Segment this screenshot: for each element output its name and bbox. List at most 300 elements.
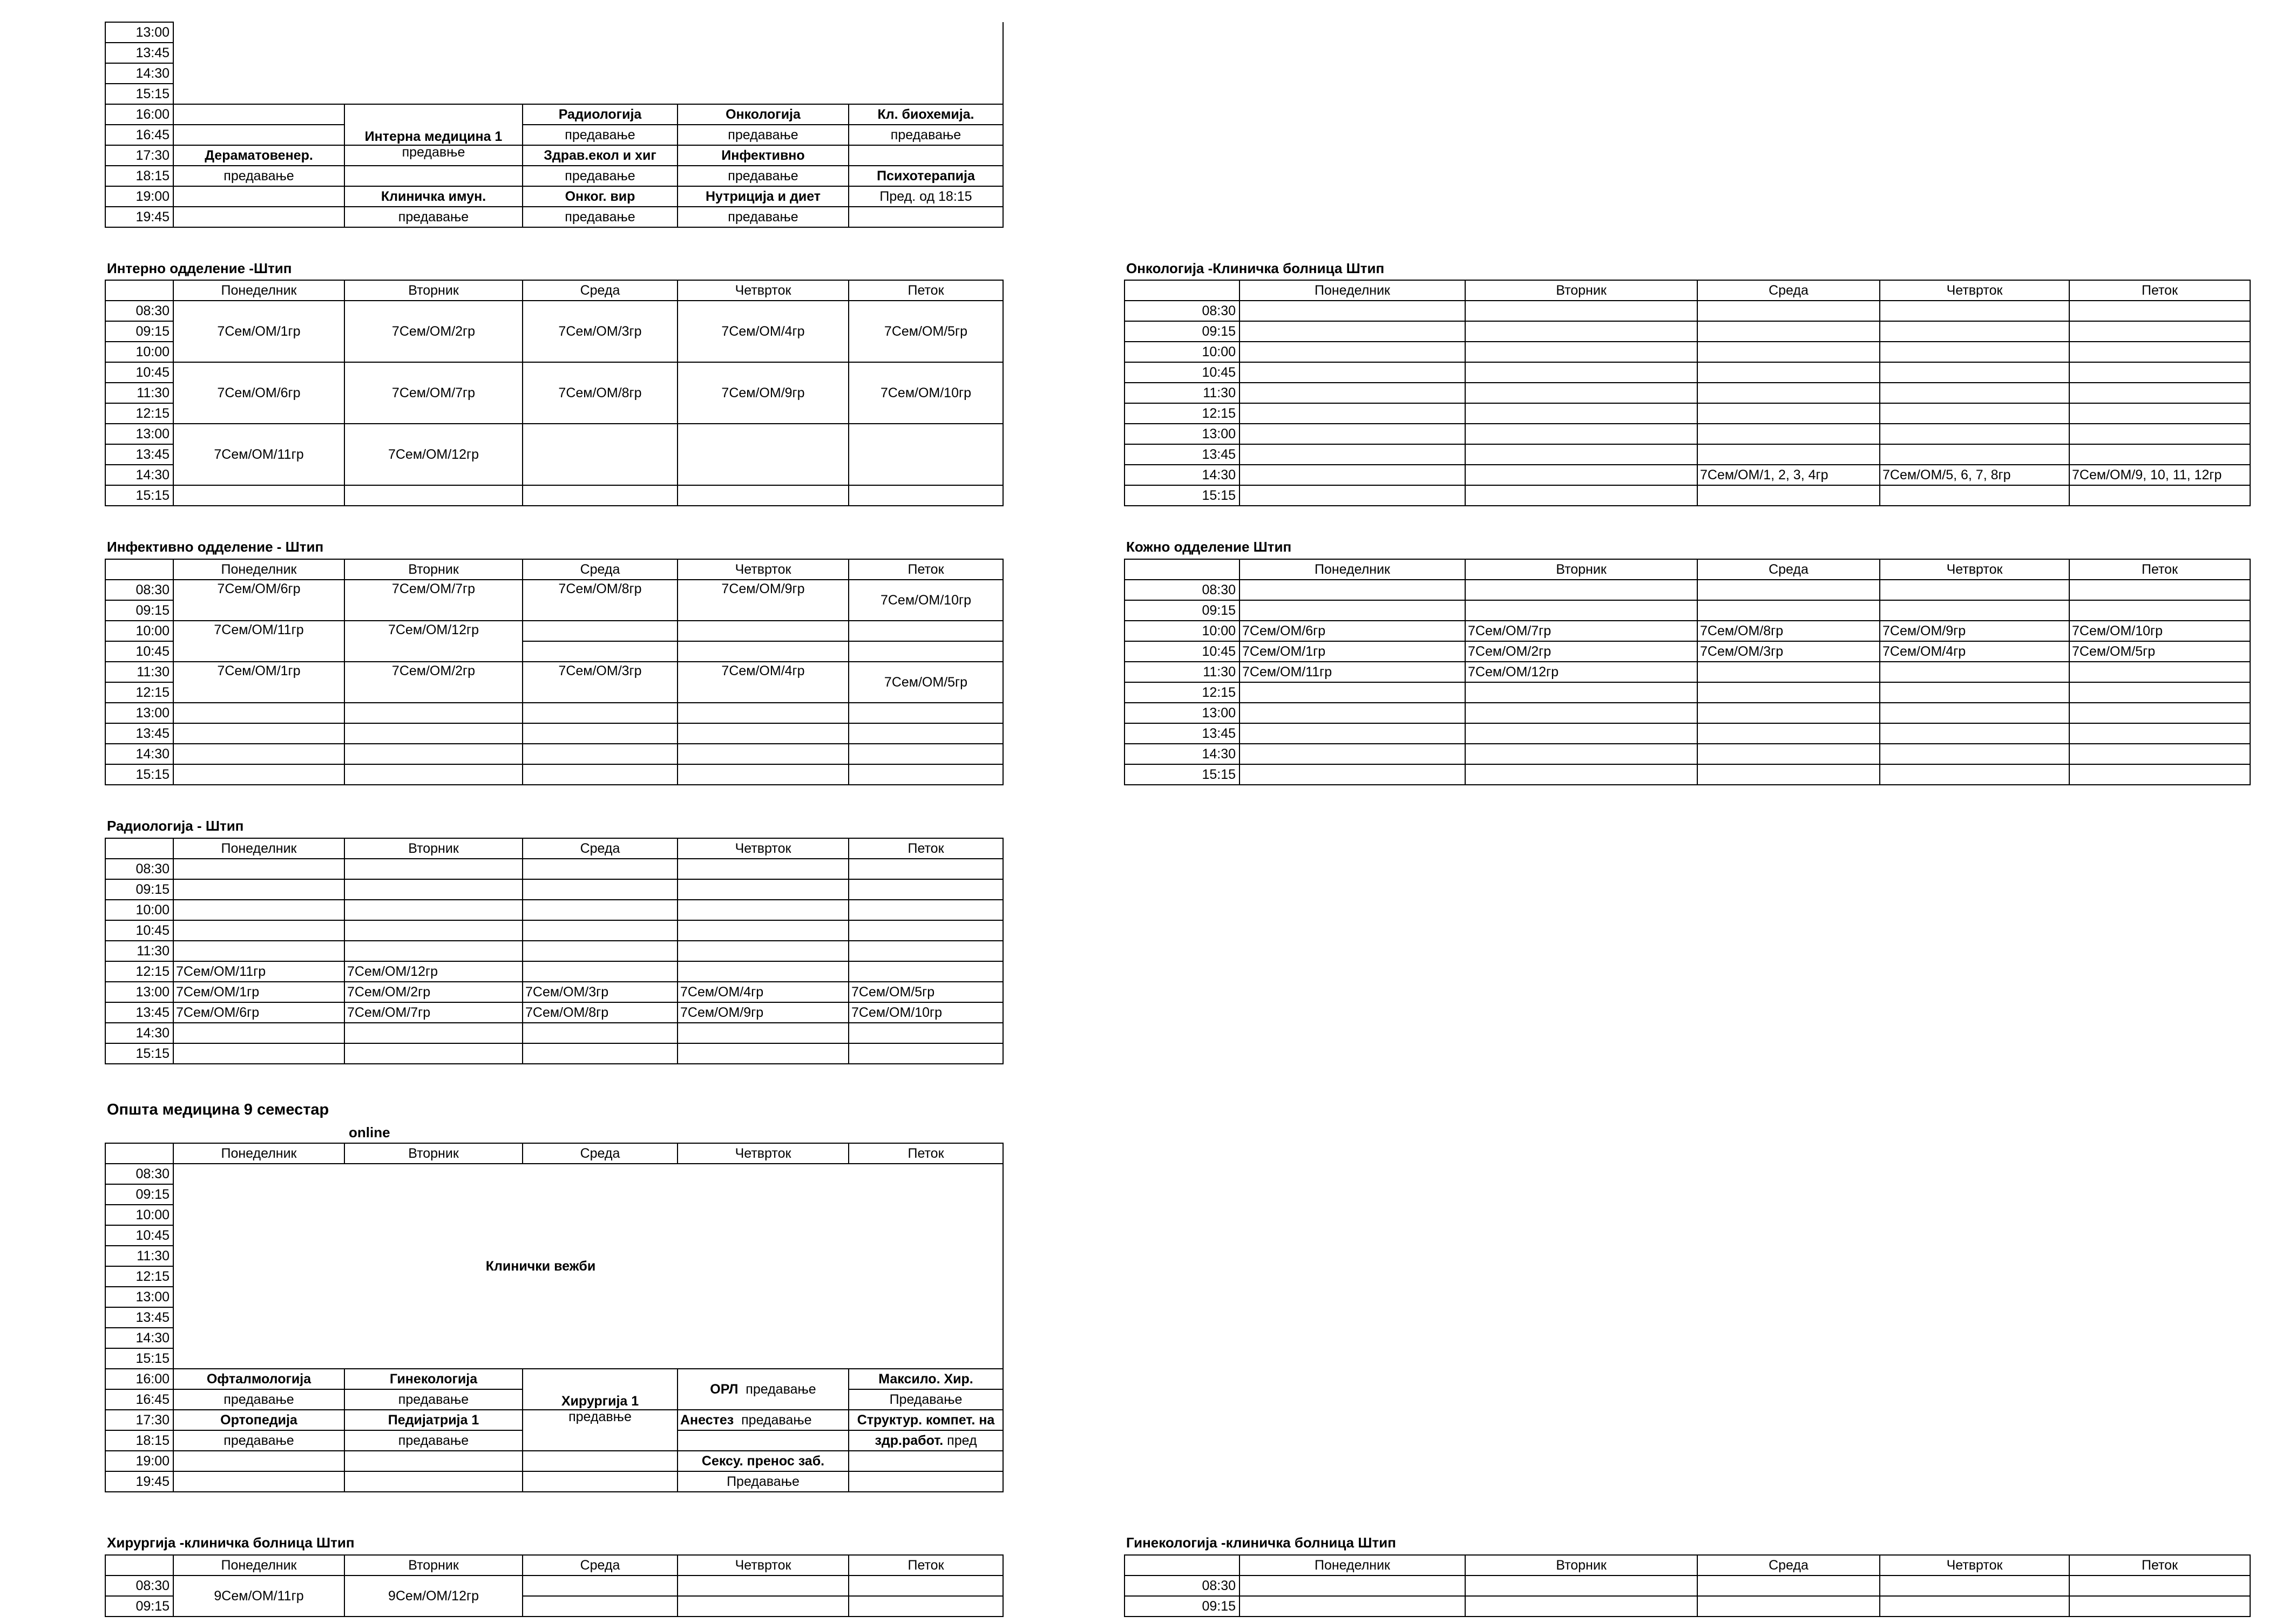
- group-cell: 7Сем/ОМ/6гр: [173, 362, 344, 424]
- seksu-title: Сексу. пренос заб.: [678, 1451, 849, 1471]
- time-cell: 15:15: [105, 84, 173, 104]
- day-header: Четврток: [1880, 1555, 2069, 1576]
- table-row: [105, 1555, 1003, 1576]
- table-row: [105, 1451, 1003, 1471]
- ginek-sub: предавање: [344, 1389, 523, 1410]
- table-row: [105, 559, 1003, 580]
- onkog-title: Онког. вир: [523, 186, 678, 207]
- table-row: [105, 764, 1003, 785]
- day-header: Понеделник: [1240, 1555, 1465, 1576]
- time-cell: 14:30: [105, 63, 173, 84]
- table-row: [105, 744, 1003, 764]
- day-header: Вторник: [1465, 280, 1697, 301]
- strukt-cell-2: [849, 1430, 1003, 1451]
- time-cell: 14:30: [105, 465, 173, 485]
- table-row: [1125, 301, 2250, 321]
- group-cell: 7Сем/ОМ/2гр: [344, 982, 523, 1002]
- day-header: Вторник: [1465, 1555, 1697, 1576]
- table-row: [1125, 1555, 2250, 1576]
- day-header: Понеделник: [173, 1143, 344, 1164]
- day-header: Петок: [849, 559, 1003, 580]
- time-cell: 09:15: [1125, 600, 1240, 621]
- pedij-sub: предавање: [344, 1430, 523, 1451]
- time-cell: 19:00: [105, 1451, 173, 1471]
- table-row: [105, 1023, 1003, 1043]
- group-cell: 7Сем/ОМ/5, 6, 7, 8гр: [1880, 465, 2069, 485]
- group-cell: 7Сем/ОМ/8гр: [523, 1002, 678, 1023]
- day-header: Среда: [523, 1143, 678, 1164]
- om9-online-label: online: [349, 1124, 390, 1140]
- time-cell: 16:45: [105, 125, 173, 145]
- table-row: [105, 104, 1003, 125]
- anest-cell: [678, 1410, 849, 1430]
- table-row: [105, 166, 1003, 186]
- anest-title: Анестез: [680, 1412, 734, 1428]
- time-cell: 11:30: [105, 941, 173, 961]
- time-cell: 19:45: [105, 207, 173, 227]
- group-cell: 7Сем/ОМ/8гр: [1697, 621, 1880, 641]
- group-cell: 7Сем/ОМ/9, 10, 11, 12гр: [2069, 465, 2250, 485]
- klinicki-vezbi-cell: Клинички вежби: [173, 1164, 1003, 1369]
- group-cell: 7Сем/ОМ/1гр: [173, 982, 344, 1002]
- time-cell: 10:00: [1125, 342, 1240, 362]
- time-cell: 08:30: [1125, 580, 1240, 600]
- time-cell: 11:30: [105, 383, 173, 403]
- group-cell: 7Сем/ОМ/6гр: [1240, 621, 1465, 641]
- table-row: [105, 920, 1003, 941]
- table-row: [105, 941, 1003, 961]
- group-cell: 7Сем/ОМ/2гр: [344, 301, 523, 362]
- infek-title: Инфективно: [678, 145, 849, 166]
- day-header: Среда: [1697, 559, 1880, 580]
- group-cell: 7Сем/ОМ/3гр: [523, 662, 678, 703]
- table-row: [105, 1410, 1003, 1430]
- time-cell: 11:30: [1125, 383, 1240, 403]
- time-cell: 13:00: [105, 982, 173, 1002]
- time-cell: 16:45: [105, 1389, 173, 1410]
- group-cell: 7Сем/ОМ/8гр: [523, 580, 678, 621]
- time-cell: 09:15: [105, 1184, 173, 1205]
- table-row: [1125, 559, 2250, 580]
- onko-sub: предавање: [678, 125, 849, 145]
- time-cell: 10:45: [1125, 362, 1240, 383]
- nutri-title: Нутриција и диет: [678, 186, 849, 207]
- group-cell: 7Сем/ОМ/1, 2, 3, 4гр: [1697, 465, 1880, 485]
- table-row: [1125, 723, 2250, 744]
- group-cell: 7Сем/ОМ/4гр: [678, 982, 849, 1002]
- time-cell: 10:45: [105, 1225, 173, 1246]
- hirur-sub: предавње: [523, 1410, 678, 1451]
- group-cell: 7Сем/ОМ/11гр: [173, 961, 344, 982]
- time-cell: 09:15: [105, 321, 173, 342]
- ginekologija-table: [1124, 1554, 2251, 1617]
- day-header: Среда: [523, 559, 678, 580]
- maks-title: Максило. Хир.: [849, 1369, 1003, 1389]
- time-cell: 10:45: [1125, 641, 1240, 662]
- table-row: [1125, 280, 2250, 301]
- time-cell: 08:30: [105, 1164, 173, 1184]
- table-row: [105, 723, 1003, 744]
- onko-title: Онкологија: [678, 104, 849, 125]
- strukt-title: Структур. компет. на: [849, 1410, 1003, 1430]
- time-cell: 18:15: [105, 166, 173, 186]
- day-header: Петок: [849, 1555, 1003, 1576]
- orto-sub: предавање: [173, 1430, 344, 1451]
- day-header: Вторник: [344, 280, 523, 301]
- radio-title: Радиологија: [523, 104, 678, 125]
- time-cell: 10:00: [105, 900, 173, 920]
- time-cell: 18:15: [105, 1430, 173, 1451]
- day-header: Среда: [1697, 1555, 1880, 1576]
- time-cell: 12:15: [1125, 403, 1240, 424]
- group-cell: 7Сем/ОМ/3гр: [1697, 641, 1880, 662]
- day-header: Понеделник: [1240, 559, 1465, 580]
- dermato-title: Дераматовенер.: [173, 145, 344, 166]
- table-row: [105, 362, 1003, 383]
- dermato-sub: предавање: [173, 166, 344, 186]
- group-cell: 7Сем/ОМ/11гр: [1240, 662, 1465, 682]
- day-header: Среда: [523, 1555, 678, 1576]
- group-cell: 7Сем/ОМ/11гр: [173, 424, 344, 485]
- onkog-sub: предавање: [523, 207, 678, 227]
- day-header: Вторник: [344, 1143, 523, 1164]
- interno-title: Интерно одделение -Штип: [107, 260, 292, 276]
- time-cell: 09:15: [105, 879, 173, 900]
- group-cell: 7Сем/ОМ/5гр: [849, 982, 1003, 1002]
- time-cell: 08:30: [105, 301, 173, 321]
- table-row: [1125, 383, 2250, 403]
- om9-table: [105, 1143, 1004, 1492]
- table-row: [105, 186, 1003, 207]
- table-row: [105, 125, 1003, 145]
- table-row: [1125, 662, 2250, 682]
- nutri-sub: предавање: [678, 207, 849, 227]
- table-row: [1125, 403, 2250, 424]
- table-row: [1125, 703, 2250, 723]
- time-cell: 13:00: [105, 1287, 173, 1307]
- day-header: Среда: [523, 280, 678, 301]
- time-cell: 08:30: [105, 1576, 173, 1596]
- time-cell: 08:30: [105, 859, 173, 879]
- group-cell: 7Сем/ОМ/9гр: [678, 580, 849, 621]
- time-cell: 13:45: [105, 1002, 173, 1023]
- time-cell: 15:15: [1125, 485, 1240, 506]
- time-cell: 13:45: [1125, 444, 1240, 465]
- table-row: [105, 1369, 1003, 1389]
- time-cell: 11:30: [105, 662, 173, 682]
- group-cell: 7Сем/ОМ/7гр: [344, 362, 523, 424]
- interno-table: [105, 280, 1004, 506]
- time-cell: 14:30: [1125, 465, 1240, 485]
- radiologija-table: [105, 838, 1004, 1064]
- table-row: [1125, 485, 2250, 506]
- group-cell: 7Сем/ОМ/5гр: [2069, 641, 2250, 662]
- anest-sub: предавање: [741, 1412, 812, 1428]
- top-schedule-table: [105, 22, 1004, 228]
- time-cell: 09:15: [105, 600, 173, 621]
- orl-title: ОРЛ: [710, 1381, 739, 1397]
- group-cell: 7Сем/ОМ/5гр: [849, 662, 1003, 703]
- time-cell: 13:00: [1125, 424, 1240, 444]
- day-header: Петок: [2069, 559, 2250, 580]
- group-cell: 7Сем/ОМ/8гр: [523, 362, 678, 424]
- group-cell: 7Сем/ОМ/12гр: [344, 621, 523, 662]
- table-row: [105, 703, 1003, 723]
- group-cell: 9Сем/ОМ/11гр: [173, 1576, 344, 1617]
- time-cell: 09:15: [105, 1596, 173, 1617]
- group-cell: 7Сем/ОМ/10гр: [849, 580, 1003, 621]
- infektivno-table: [105, 559, 1004, 785]
- time-cell: 15:15: [1125, 764, 1240, 785]
- day-header: Петок: [849, 1143, 1003, 1164]
- table-row: [105, 485, 1003, 506]
- psiho-title: Психотерапија: [849, 166, 1003, 186]
- group-cell: 7Сем/ОМ/4гр: [678, 662, 849, 703]
- klin-imun-sub: предавање: [344, 207, 523, 227]
- group-cell: 7Сем/ОМ/5гр: [849, 301, 1003, 362]
- group-cell: 7Сем/ОМ/11гр: [173, 621, 344, 662]
- time-cell: 13:45: [105, 1307, 173, 1328]
- day-header: Четврток: [678, 1143, 849, 1164]
- time-cell: 14:30: [105, 744, 173, 764]
- time-cell: 10:45: [105, 362, 173, 383]
- group-cell: 7Сем/ОМ/3гр: [523, 301, 678, 362]
- oftal-sub: предавање: [173, 1389, 344, 1410]
- group-cell: 7Сем/ОМ/1гр: [173, 662, 344, 703]
- onkologija-table: [1124, 280, 2251, 506]
- day-header: Вторник: [1465, 559, 1697, 580]
- day-header: Четврток: [678, 559, 849, 580]
- time-cell: 17:30: [105, 1410, 173, 1430]
- group-cell: 7Сем/ОМ/1гр: [173, 301, 344, 362]
- time-cell: 13:45: [1125, 723, 1240, 744]
- time-cell: 13:45: [105, 723, 173, 744]
- biohem-title: Кл. биохемија.: [849, 104, 1003, 125]
- group-cell: 7Сем/ОМ/9гр: [678, 362, 849, 424]
- biohem-sub: предавање: [849, 125, 1003, 145]
- time-cell: 19:00: [105, 186, 173, 207]
- table-row: [1125, 641, 2250, 662]
- time-cell: 10:00: [1125, 621, 1240, 641]
- kozno-title: Кожно одделение Штип: [1126, 539, 1292, 555]
- table-row: [1125, 600, 2250, 621]
- hirur-title: Хирургија 1: [523, 1369, 678, 1410]
- table-row: [1125, 1576, 2250, 1596]
- time-cell: 13:00: [105, 22, 173, 43]
- table-row: [105, 301, 1003, 321]
- table-row: [105, 145, 1003, 166]
- pedij-title: Педијатрија 1: [344, 1410, 523, 1430]
- psiho-sub: Пред. од 18:15: [849, 186, 1003, 207]
- day-header: Вторник: [344, 838, 523, 859]
- radiologija-title: Радиологија - Штип: [107, 818, 244, 834]
- oftal-title: Офталмологија: [173, 1369, 344, 1389]
- table-row: [105, 1002, 1003, 1023]
- time-cell: 14:30: [1125, 744, 1240, 764]
- time-cell: 09:15: [1125, 1596, 1240, 1617]
- group-cell: 7Сем/ОМ/4гр: [1880, 641, 2069, 662]
- group-cell: 7Сем/ОМ/9гр: [1880, 621, 2069, 641]
- infek-sub: предавање: [678, 166, 849, 186]
- ginekologija-title: Гинекологија -клиничка болница Штип: [1126, 1534, 1396, 1551]
- group-cell: 7Сем/ОМ/12гр: [344, 961, 523, 982]
- day-header: Среда: [1697, 280, 1880, 301]
- table-row: [1125, 682, 2250, 703]
- table-row: [105, 1471, 1003, 1492]
- group-cell: 7Сем/ОМ/4гр: [678, 301, 849, 362]
- table-row: [1125, 621, 2250, 641]
- group-cell: 7Сем/ОМ/10гр: [2069, 621, 2250, 641]
- time-cell: 12:15: [105, 1266, 173, 1287]
- day-header: Четврток: [1880, 559, 2069, 580]
- time-cell: 15:15: [105, 764, 173, 785]
- table-row: [105, 1576, 1003, 1596]
- time-cell: 12:15: [105, 682, 173, 703]
- time-cell: 15:15: [105, 1043, 173, 1064]
- time-cell: 15:15: [105, 1348, 173, 1369]
- table-row: [1125, 424, 2250, 444]
- time-cell: 14:30: [105, 1328, 173, 1348]
- day-header: Петок: [849, 280, 1003, 301]
- group-cell: 7Сем/ОМ/12гр: [344, 424, 523, 485]
- kozno-table: [1124, 559, 2251, 785]
- table-row: [105, 1043, 1003, 1064]
- day-header: Понеделник: [173, 838, 344, 859]
- time-cell: 13:45: [105, 444, 173, 465]
- time-cell: 13:00: [105, 424, 173, 444]
- table-row: [105, 621, 1003, 641]
- time-cell: 16:00: [105, 1369, 173, 1389]
- table-row: [105, 424, 1003, 444]
- zdrav-title: Здрав.екол и хиг: [523, 145, 678, 166]
- day-header: Понеделник: [173, 559, 344, 580]
- time-cell: 08:30: [1125, 1576, 1240, 1596]
- table-row: [1125, 580, 2250, 600]
- strukt-title-2: здр.работ.: [875, 1432, 944, 1448]
- time-cell: 15:15: [105, 485, 173, 506]
- group-cell: 7Сем/ОМ/10гр: [849, 1002, 1003, 1023]
- day-header: Четврток: [678, 280, 849, 301]
- table-row: [105, 207, 1003, 227]
- group-cell: 7Сем/ОМ/7гр: [344, 580, 523, 621]
- time-cell: 08:30: [105, 580, 173, 600]
- group-cell: 7Сем/ОМ/9гр: [678, 1002, 849, 1023]
- day-header: Вторник: [344, 559, 523, 580]
- time-cell: 12:15: [1125, 682, 1240, 703]
- group-cell: 7Сем/ОМ/3гр: [523, 982, 678, 1002]
- ginek-title: Гинекологија: [344, 1369, 523, 1389]
- table-row: [105, 1143, 1003, 1164]
- time-cell: 14:30: [105, 1023, 173, 1043]
- table-row: [105, 961, 1003, 982]
- group-cell: 7Сем/ОМ/2гр: [1465, 641, 1697, 662]
- table-row: [105, 982, 1003, 1002]
- day-header: Понеделник: [1240, 280, 1465, 301]
- orl-sub: предавање: [746, 1381, 816, 1397]
- orl-cell: [678, 1369, 849, 1410]
- time-cell: 10:45: [105, 641, 173, 662]
- time-cell: 13:00: [1125, 703, 1240, 723]
- group-cell: 7Сем/ОМ/12гр: [1465, 662, 1697, 682]
- table-row: [105, 879, 1003, 900]
- day-header: Вторник: [344, 1555, 523, 1576]
- infektivno-title: Инфективно одделение - Штип: [107, 539, 324, 555]
- table-row: [105, 22, 1003, 43]
- group-cell: 7Сем/ОМ/1гр: [1240, 641, 1465, 662]
- time-cell: 13:45: [105, 43, 173, 63]
- table-row: [1125, 764, 2250, 785]
- table-row: [1125, 362, 2250, 383]
- orto-title: Ортопедија: [173, 1410, 344, 1430]
- time-cell: 11:30: [1125, 662, 1240, 682]
- time-cell: 08:30: [1125, 301, 1240, 321]
- onkologija-title: Онкологија -Клиничка болница Штип: [1126, 260, 1385, 276]
- day-header: Петок: [2069, 280, 2250, 301]
- time-cell: 17:30: [105, 145, 173, 166]
- table-row: [105, 662, 1003, 682]
- time-cell: 19:45: [105, 1471, 173, 1492]
- time-cell: 11:30: [105, 1246, 173, 1266]
- time-cell: 12:15: [105, 403, 173, 424]
- om9-title: Општа медицина 9 семестар: [107, 1101, 329, 1118]
- group-cell: 7Сем/ОМ/7гр: [344, 1002, 523, 1023]
- interna-title: Интерна медицина 1: [344, 104, 523, 145]
- table-row: [105, 900, 1003, 920]
- interna-sub: предавње: [344, 145, 523, 166]
- table-row: [1125, 465, 2250, 485]
- table-row: [1125, 744, 2250, 764]
- group-cell: 7Сем/ОМ/7гр: [1465, 621, 1697, 641]
- time-cell: 10:45: [105, 920, 173, 941]
- hirurgija-title: Хирургија -клиничка болница Штип: [107, 1534, 355, 1551]
- table-row: [1125, 342, 2250, 362]
- table-row: [1125, 321, 2250, 342]
- table-row: [105, 580, 1003, 600]
- group-cell: 9Сем/ОМ/12гр: [344, 1576, 523, 1617]
- group-cell: 7Сем/ОМ/2гр: [344, 662, 523, 703]
- group-cell: 7Сем/ОМ/6гр: [173, 1002, 344, 1023]
- day-header: Четврток: [1880, 280, 2069, 301]
- day-header: Среда: [523, 838, 678, 859]
- table-row: [105, 280, 1003, 301]
- maks-sub: Предавање: [849, 1389, 1003, 1410]
- klin-imun-title: Клиничка имун.: [344, 186, 523, 207]
- time-cell: 16:00: [105, 104, 173, 125]
- time-cell: 13:00: [105, 703, 173, 723]
- day-header: Петок: [2069, 1555, 2250, 1576]
- day-header: Петок: [849, 838, 1003, 859]
- day-header: Понеделник: [173, 280, 344, 301]
- day-header: Четврток: [678, 1555, 849, 1576]
- radio-sub: предавање: [523, 125, 678, 145]
- table-row: [105, 1164, 1003, 1184]
- time-cell: 10:00: [105, 621, 173, 641]
- zdrav-sub: предавање: [523, 166, 678, 186]
- seksu-sub: Предавање: [678, 1471, 849, 1492]
- time-cell: 10:00: [105, 1205, 173, 1225]
- table-row: [105, 838, 1003, 859]
- time-cell: 10:00: [105, 342, 173, 362]
- group-cell: 7Сем/ОМ/10гр: [849, 362, 1003, 424]
- time-cell: 09:15: [1125, 321, 1240, 342]
- group-cell: 7Сем/ОМ/6гр: [173, 580, 344, 621]
- day-header: Понеделник: [173, 1555, 344, 1576]
- table-row: [1125, 1596, 2250, 1617]
- time-cell: 12:15: [105, 961, 173, 982]
- day-header: Четврток: [678, 838, 849, 859]
- table-row: [1125, 444, 2250, 465]
- hirurgija-table: [105, 1554, 1004, 1617]
